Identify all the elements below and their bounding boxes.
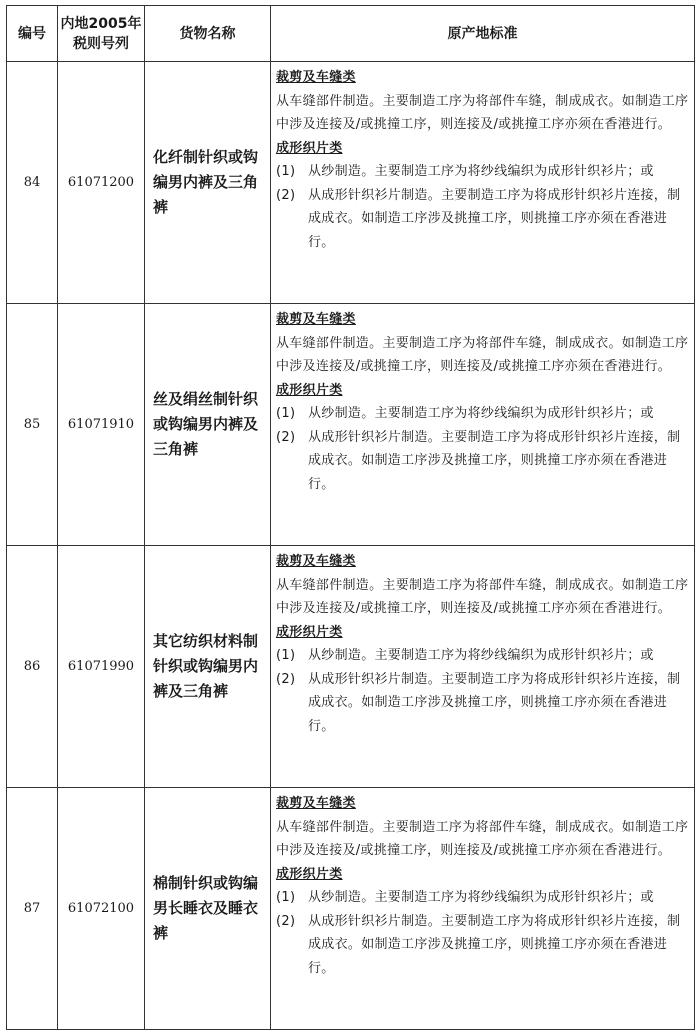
- item-marker: (2): [276, 187, 296, 203]
- row-tariff-code: 61071990: [58, 546, 145, 788]
- item-text: 从纱制造。主要制造工序为将纱线编织为成形针织衫片；或: [308, 648, 654, 663]
- rule-item: [276, 910, 690, 981]
- row-num: 84: [7, 62, 58, 304]
- item-text: 从成形针织衫片制造。主要制造工序为将成形针织衫片连接，制成成衣。如制造工序涉及挑撞工序，则挑撞工序亦须在香港进行。: [308, 187, 681, 250]
- row-origin-standard: [271, 788, 695, 1030]
- header-tariff-code-line2: 税则号列: [73, 35, 129, 52]
- category-fully-fashioned: 成形织片类: [276, 382, 343, 398]
- cut-and-sew-rule: 从车缝部件制造。主要制造工序为将部件车缝，制成成衣。如制造工序中涉及连接及/或挑撞工序，则连接及/或挑撞工序亦须在香港进行。: [276, 577, 689, 616]
- row-num: 86: [7, 546, 58, 788]
- rule-item: [276, 160, 690, 184]
- rule-item: [276, 402, 690, 426]
- rule-item: [276, 426, 690, 497]
- header-num: 编号: [7, 6, 58, 62]
- item-text: 从纱制造。主要制造工序为将纱线编织为成形针织衫片；或: [308, 406, 654, 421]
- item-marker: (2): [276, 429, 296, 445]
- item-text: 从纱制造。主要制造工序为将纱线编织为成形针织衫片；或: [308, 164, 654, 179]
- item-marker: (2): [276, 671, 296, 687]
- origin-standard-table-page: [6, 5, 695, 1030]
- rule-item: [276, 184, 690, 255]
- rule-item: [276, 644, 690, 668]
- row-goods-name: 棉制针织或钩编男长睡衣及睡衣裤: [145, 788, 271, 1030]
- row-tariff-code: 61071200: [58, 62, 145, 304]
- category-fully-fashioned: 成形织片类: [276, 140, 343, 156]
- category-fully-fashioned: 成形织片类: [276, 866, 343, 882]
- row-num: 87: [7, 788, 58, 1030]
- row-goods-name: 其它纺织材料制针织或钩编男内裤及三角裤: [145, 546, 271, 788]
- table-row: [7, 62, 695, 304]
- item-text: 从成形针织衫片制造。主要制造工序为将成形针织衫片连接，制成成衣。如制造工序涉及挑撞工序，则挑撞工序亦须在香港进行。: [308, 913, 681, 976]
- row-origin-standard: [271, 304, 695, 546]
- item-text: 从成形针织衫片制造。主要制造工序为将成形针织衫片连接，制成成衣。如制造工序涉及挑撞工序，则挑撞工序亦须在香港进行。: [308, 671, 681, 734]
- table-header-row: [7, 6, 695, 62]
- table-row: [7, 788, 695, 1030]
- category-cut-and-sew: 裁剪及车缝类: [276, 554, 356, 569]
- category-cut-and-sew: 裁剪及车缝类: [276, 70, 356, 85]
- table-row: [7, 546, 695, 788]
- item-marker: (2): [276, 913, 296, 929]
- rule-item: [276, 668, 690, 739]
- row-goods-name: 丝及绢丝制针织或钩编男内裤及三角裤: [145, 304, 271, 546]
- cut-and-sew-rule: 从车缝部件制造。主要制造工序为将部件车缝，制成成衣。如制造工序中涉及连接及/或挑撞工序，则连接及/或挑撞工序亦须在香港进行。: [276, 93, 689, 132]
- origin-standard-table: [6, 5, 695, 1030]
- item-marker: (1): [276, 406, 296, 421]
- row-origin-standard: [271, 62, 695, 304]
- row-tariff-code: 61072100: [58, 788, 145, 1030]
- item-marker: (1): [276, 890, 296, 905]
- header-tariff-code: [58, 6, 145, 62]
- category-cut-and-sew: 裁剪及车缝类: [276, 796, 356, 811]
- cut-and-sew-rule: 从车缝部件制造。主要制造工序为将部件车缝，制成成衣。如制造工序中涉及连接及/或挑撞工序，则连接及/或挑撞工序亦须在香港进行。: [276, 335, 689, 374]
- category-cut-and-sew: 裁剪及车缝类: [276, 312, 356, 327]
- row-tariff-code: 61071910: [58, 304, 145, 546]
- header-tariff-code-line1: 内地2005年: [60, 15, 142, 32]
- category-fully-fashioned: 成形织片类: [276, 624, 343, 640]
- rule-item: [276, 886, 690, 910]
- row-goods-name: 化纤制针织或钩编男内裤及三角裤: [145, 62, 271, 304]
- header-goods-name: 货物名称: [145, 6, 271, 62]
- item-marker: (1): [276, 164, 296, 179]
- row-num: 85: [7, 304, 58, 546]
- header-origin-standard: 原产地标准: [271, 6, 695, 62]
- item-marker: (1): [276, 648, 296, 663]
- row-origin-standard: [271, 546, 695, 788]
- item-text: 从纱制造。主要制造工序为将纱线编织为成形针织衫片；或: [308, 890, 654, 905]
- table-row: [7, 304, 695, 546]
- item-text: 从成形针织衫片制造。主要制造工序为将成形针织衫片连接，制成成衣。如制造工序涉及挑撞工序，则挑撞工序亦须在香港进行。: [308, 429, 681, 492]
- cut-and-sew-rule: 从车缝部件制造。主要制造工序为将部件车缝，制成成衣。如制造工序中涉及连接及/或挑撞工序，则连接及/或挑撞工序亦须在香港进行。: [276, 819, 689, 858]
